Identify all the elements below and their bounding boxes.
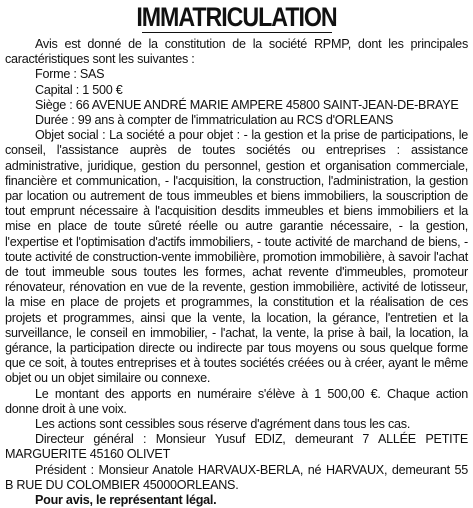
title-underline	[142, 32, 332, 33]
notice-body	[5, 37, 468, 508]
forme-line: Forme : SAS	[35, 67, 105, 82]
directeur-paragraph: Directeur général : Monsieur Yusuf EDIZ, demeurant 7 ALLÉE PETITE MARGUERITE 45160 OLIVET	[5, 432, 468, 462]
president-paragraph: Président : Monsieur Anatole HARVAUX-BERLA, né HARVAUX, demeurant 55 B RUE DU COLOMBIER 45000ORLEANS.	[5, 462, 468, 492]
siege-line: Siège : 66 AVENUE ANDRÉ MARIE AMPERE 45800 SAINT-JEAN-DE-BRAYE	[35, 97, 459, 112]
capital-line: Capital : 1 500 €	[35, 82, 123, 97]
apports-paragraph: Le montant des apports en numéraire s'élève à 1 500,00 €. Chaque action donne droit à une voix.	[5, 386, 468, 416]
notice-title: IMMATRICULATION	[136, 2, 337, 32]
legal-notice	[5, 2, 468, 508]
intro-paragraph: Avis est donné de la constitution de la société RPMP, dont les principales caractéristiques sont les suivantes :	[5, 37, 468, 67]
objet-paragraph: Objet social : La société a pour objet : - la gestion et la prise de participations, le conseil, l'assistance auprès de toutes sociétés ou entreprises : assistance administrative, juridique, gestion du personnel, gestion et organisation commerciale, financière et communication, - l'acquisition, la construction, l'administration, la gestion par location ou autrement de tous immeubles et biens immobiliers, la souscription de tout emprunt nécessaire à l'acquisition desdits immeubles et biens immobiliers et la mise en place de toute sûreté réelle ou autre garantie nécessaire, - la gestion, l'expertise et l'optimisation d'actifs immobiliers, - toute activité de marchand de biens, - toute activité de construction-vente immobilière, promotion immobilière, à savoir l'achat de tout immeuble sous toutes les formes, achat revente d'immeubles, promoteur rénovateur, rénovation en vue de la revente, gestion immobilière, activité de lotisseur, la mise en place de projets et programmes, la constitution et la réalisation de ces projets et programmes, ainsi que la vente, la location, la gérance, l'entretien et la surveillance, le conseil en immobilier, - l'achat, la vente, la prise à bail, la location, la gérance, la participation directe ou indirecte par tous moyens ou sous quelque forme que ce soit, à toutes entreprises et à toutes sociétés créées ou à créer, ayant le même objet ou un objet similaire ou connexe.	[5, 128, 468, 386]
cessions-line: Les actions sont cessibles sous réserve d'agrément dans tous les cas.	[35, 417, 411, 432]
duree-line: Durée : 99 ans à compter de l'immatriculation au RCS d'ORLEANS	[35, 113, 394, 128]
signature-line: Pour avis, le représentant légal.	[35, 493, 217, 508]
